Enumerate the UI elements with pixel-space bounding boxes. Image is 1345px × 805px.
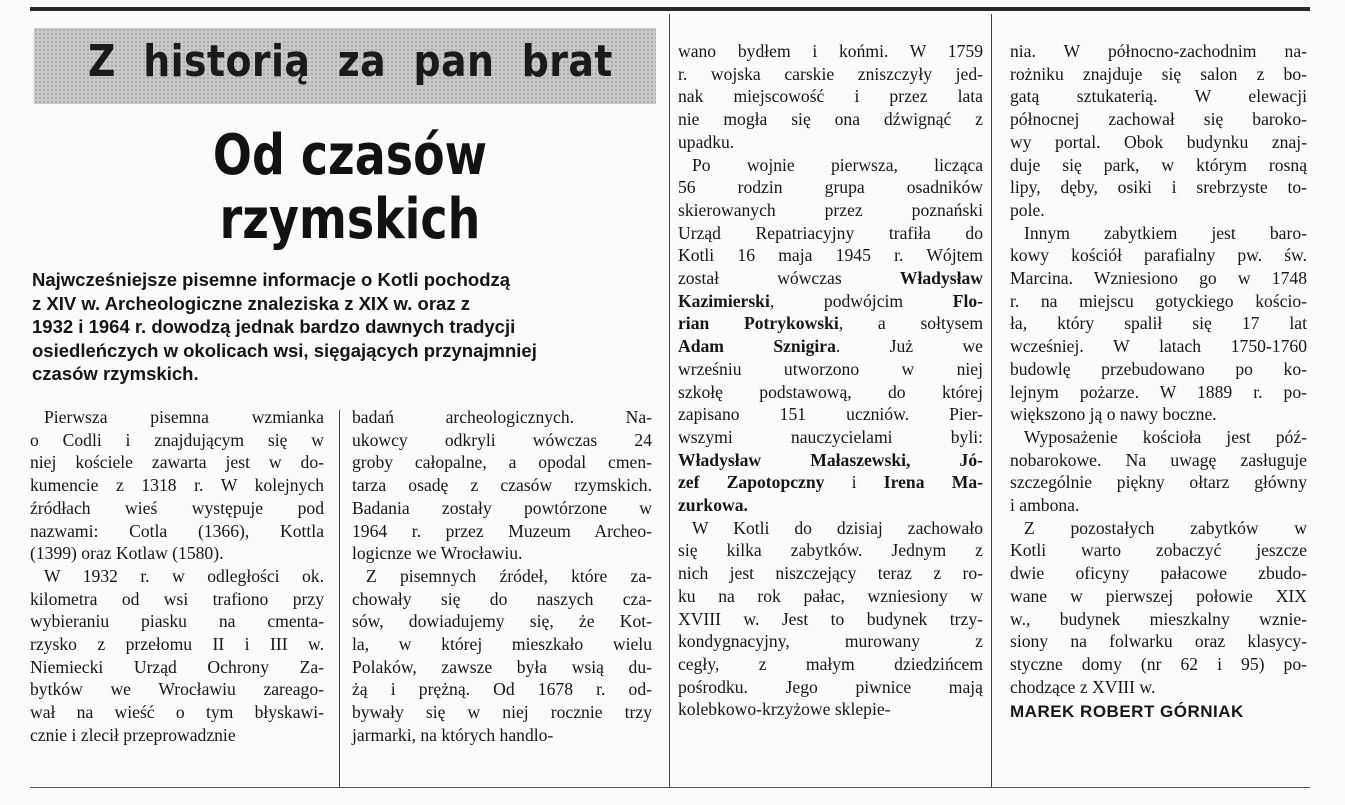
text-line: duje się park, w którym rosną (1010, 154, 1307, 175)
headline-line-1: Od czasów (212, 123, 488, 188)
text-line: kowy kościół parafialny pw. św. (1010, 245, 1307, 266)
text-line: kolebkowo-krzyżowe sklepie- (678, 699, 891, 720)
text-line: pośrodku. Jego piwnice mają (678, 676, 983, 697)
headline-line-2: rzymskich (219, 187, 481, 252)
lead-line: czasów rzymskich. (32, 363, 199, 385)
text-line: ku na rok pałac, wzniesiony w (678, 585, 983, 606)
text-line: zef Zapotopczny i Irena Ma- (678, 472, 983, 493)
text-line: Z pozostałych zabytków w (1024, 517, 1307, 538)
text-line: nie mogła się ona dźwignąć z (678, 109, 983, 130)
text-line: XVIII w. Jest to budynek trzy- (678, 608, 983, 629)
text-line: dwie oficyny pałacowe zbudo- (1010, 563, 1307, 584)
top-rule (30, 7, 1310, 11)
text-line: lejnym pożarze. W 1889 r. po- (1010, 381, 1307, 402)
text-line: Po wojnie pierwsza, licząca (692, 154, 983, 175)
lead-line: z XIV w. Archeologiczne znaleziska z XIX w. oraz z (32, 292, 470, 314)
lead-line: 1932 i 1964 r. dowodzą jednak bardzo dawnych tradycji (32, 316, 516, 338)
text-line: Kotli 16 maja 1945 r. Wójtem (678, 245, 983, 266)
text-line: wane w pierwszej połowie XIX (1010, 585, 1307, 606)
text-line: Władysław Małaszewski, Jó- (678, 449, 983, 470)
text-line: Polaków, zawsze była wsią du- (352, 656, 652, 677)
text-line: Wyposażenie kościoła jest póź- (1024, 426, 1307, 447)
author-byline: MAREK ROBERT GÓRNIAK (1010, 702, 1244, 722)
text-line: pole. (1010, 199, 1045, 220)
text-line: 1964 r. przez Muzeum Archeo- (352, 520, 652, 541)
text-line: skierowanych przez poznański (678, 199, 983, 220)
column-rule (339, 410, 340, 787)
text-line: budowlę przebudowano po ko- (1010, 358, 1307, 379)
text-line: północnej zachował się baroko- (1010, 109, 1307, 130)
text-line: się kilka zabytków. Jednym z (678, 540, 983, 561)
text-line: wybieraniu piasku na cmenta- (30, 611, 324, 632)
text-line: rian Potrykowski, a sołtysem (678, 313, 983, 334)
text-line: nich jest niszczejący teraz z ro- (678, 563, 983, 584)
text-line: styczne domy (nr 62 i 95) po- (1010, 653, 1307, 674)
text-line: Adam Sznigira. Już we (678, 336, 983, 357)
text-line: Marcina. Wzniesiono go w 1748 (1010, 268, 1307, 289)
text-line: logicnze we Wrocławiu. (352, 543, 523, 564)
text-line: Niemiecki Urząd Ochrony Za- (30, 656, 324, 677)
text-line: źródłach wieś występuje pod (30, 497, 324, 518)
text-line: został wówczas Władysław (678, 268, 983, 289)
text-line: chodzące z XVIII w. (1010, 676, 1156, 697)
text-line: W Kotli do dzisiaj zachowało (692, 517, 983, 538)
text-line: nak miejscowość i przez lata (678, 86, 983, 107)
text-line: kumencie z 1318 r. W kolejnych (30, 475, 324, 496)
text-line: nia. W północno-zachodnim na- (1010, 41, 1307, 61)
text-line: Pierwsza pisemna wzmianka (44, 407, 324, 427)
text-line: zapisano 151 uczniów. Pier- (678, 404, 983, 425)
text-line: wrześniu utworzono w niej (678, 358, 983, 379)
article-column-1 (30, 406, 324, 747)
text-line: siony na folwarku oraz klasycy- (1010, 631, 1307, 652)
text-line: W 1932 r. w odległości ok. (44, 565, 324, 586)
text-line: zurkowa. (678, 495, 748, 516)
text-line: groby całopalne, a opodal cmen- (352, 452, 652, 473)
text-line: nazwami: Cotla (1366), Kottla (30, 520, 324, 541)
text-line: 56 rodzin grupa osadników (678, 177, 983, 198)
text-line: upadku. (678, 131, 735, 152)
lead-line: osiedleńczych w okolicach wsi, sięgających przynajmniej (32, 339, 537, 361)
text-line: gatą sztukaterią. W elewacji (1010, 86, 1307, 107)
text-line: chowały się do naszych cza- (352, 588, 652, 609)
article-column-2 (352, 406, 652, 747)
text-line: rożniku znajduje się salon z bo- (1010, 63, 1307, 84)
text-line: nobarokowe. Na uwagę zasługuje (1010, 449, 1307, 470)
text-line: żą i prężną. Od 1678 r. od- (352, 679, 652, 700)
text-line: kondygnacyjny, murowany z (678, 631, 983, 652)
text-line: (1399) oraz Kotlaw (1580). (30, 543, 224, 564)
text-line: tarza osadę z czasów rzymskich. (352, 475, 652, 496)
text-line: Badania zostały powtórzone w (352, 497, 652, 518)
text-line: Kazimierski, podwójcim Flo- (678, 290, 983, 311)
text-line: cegły, z małym dziedzińcem (678, 653, 983, 674)
column-rule (991, 14, 992, 787)
text-line: la, w której mieszkało wielu (352, 634, 652, 655)
text-line: ukowcy odkryli wówczas 24 (352, 429, 652, 450)
text-line: niej kościele zawarta jest w do- (30, 452, 324, 473)
text-line: jarmarki, na których handlo- (352, 724, 554, 745)
text-line: bytków we Wrocławiu zareago- (30, 679, 324, 700)
text-line: Z pisemnych źródeł, które za- (366, 565, 652, 586)
text-line: wcześniej. W latach 1750-1760 (1010, 336, 1307, 357)
text-line: ła, który spalił się 17 lat (1010, 313, 1307, 334)
text-line: większono ją o nawy boczne. (1010, 404, 1217, 425)
text-line: bywały się w niej rocznie trzy (352, 702, 652, 723)
section-banner-title: Z historią za pan brat (88, 36, 613, 87)
text-line: wano bydłem i końmi. W 1759 (678, 41, 983, 61)
text-line: cznie i zlecił przeprowadznie (30, 724, 236, 745)
text-line: kilometra od wsi trafiono przy (30, 588, 324, 609)
text-line: Innym zabytkiem jest baro- (1024, 222, 1307, 243)
article-column-3 (678, 40, 983, 721)
text-line: lipy, dęby, osiki i srebrzyste to- (1010, 177, 1307, 198)
text-line: r. na miejscu gotyckiego kościo- (1010, 290, 1307, 311)
lead-paragraph (32, 268, 662, 386)
article-column-4 (1010, 40, 1307, 724)
text-line: sów, dowiadujemy się, że Kot- (352, 611, 652, 632)
text-line: r. wojska carskie zniszczyły jed- (678, 63, 983, 84)
text-line: w., budynek mieszkalny wznie- (1010, 608, 1307, 629)
text-line: wał na wieść o tym błyskawi- (30, 702, 324, 723)
column-rule (669, 14, 670, 787)
text-line: wy portal. Obok budynku znaj- (1010, 131, 1307, 152)
bottom-rule (30, 787, 1310, 788)
text-line: Kotli warto zobaczyć jeszcze (1010, 540, 1307, 561)
text-line: szczególnie piękny ołtarz główny (1010, 472, 1307, 493)
text-line: Urząd Repatriacyjny trafiła do (678, 222, 983, 243)
text-line: wszymi nauczycielami byli: (678, 426, 983, 447)
text-line: szkołę podstawową, do której (678, 381, 983, 402)
lead-line: Najwcześniejsze pisemne informacje o Kotli pochodzą (32, 269, 511, 290)
text-line: i ambona. (1010, 495, 1080, 516)
text-line: rzysko z przełomu II i III w. (30, 634, 324, 655)
text-line: badań archeologicznych. Na- (352, 407, 652, 427)
text-line: o Codli i znajdującym się w (30, 429, 324, 450)
